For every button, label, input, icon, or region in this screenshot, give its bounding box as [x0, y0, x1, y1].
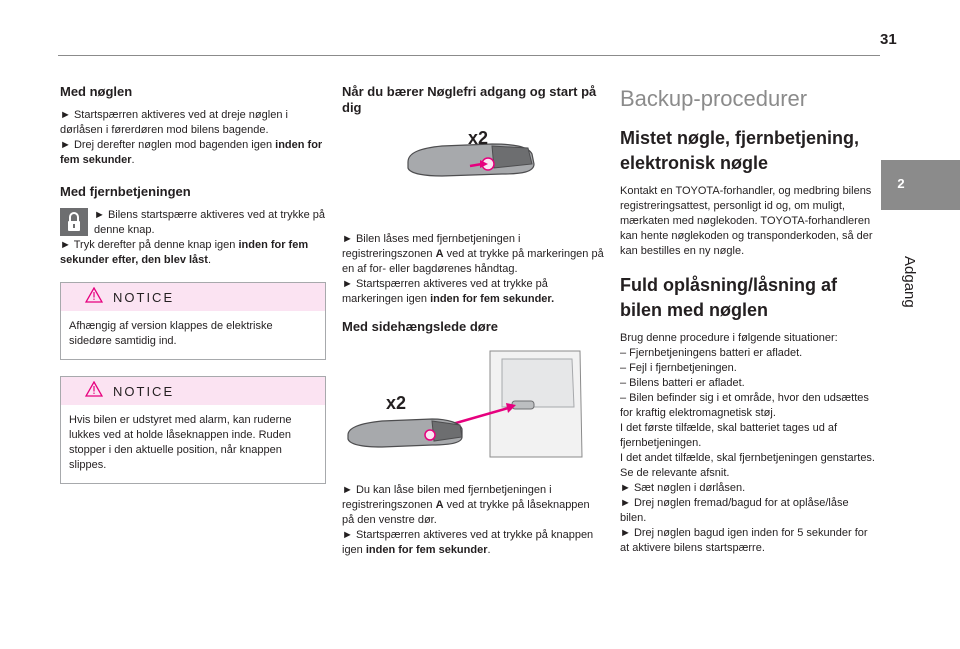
page-number: 31: [880, 31, 897, 48]
sliding-step-1: ► Du kan låse bilen med fjernbetjeningen i registreringszonen A ved at trykke på låseknappen på den venstre dør.: [342, 484, 590, 526]
notice-body: Afhængig af version klappes de elektriske sidedøre samtidig ind.: [69, 320, 273, 347]
press-count-label: x2: [468, 128, 489, 148]
key-step-1: ► Startspærren aktiveres ved at dreje nøglen i dørlåsen i førerdøren mod bilens bagende.: [60, 109, 288, 136]
heading-full-unlock: Fuld oplåsning/låsning af bilen med nøglen: [620, 275, 838, 320]
lock-key-icon: [60, 208, 88, 236]
notice-box-2: [60, 376, 326, 484]
section-title: Backup-procedurer: [620, 86, 808, 111]
keyless-illustration: [342, 124, 604, 192]
heading-sliding-doors: Med sidehængslede døre: [342, 319, 499, 334]
column-left: [60, 72, 326, 484]
full-line: ► Drej nøglen fremad/bagud for at oplåse/låse bilen.: [620, 497, 849, 524]
full-line: Brug denne procedure i følgende situationer:: [620, 332, 838, 344]
heading-with-key: Med nøglen: [60, 84, 133, 99]
chapter-number: 2: [897, 176, 905, 191]
notice-body: Hvis bilen er udstyret med alarm, kan ruderne lukkes ved at holde låseknappen inde. Ruden stopper i den aktuelle position, når knappen slippes.: [69, 414, 292, 471]
full-line: ► Sæt nøglen i dørlåsen.: [620, 482, 746, 494]
notice-box-1: [60, 282, 326, 360]
heading-with-remote: Med fjernbetjeningen: [60, 184, 191, 199]
press-count-label: x2: [386, 393, 407, 413]
remote-step-1: ► Bilens startspærre aktiveres ved at trykke på denne knap.: [94, 209, 325, 236]
column-right: [620, 72, 875, 556]
column-middle: [342, 72, 604, 558]
full-line: – Fejl i fjernbetjeningen.: [620, 362, 737, 374]
sliding-door-illustration: [342, 347, 604, 465]
heading-lost-key: Mistet nøgle, fjernbetjening, elektronisk nøgle: [620, 128, 860, 173]
notice-header: [61, 377, 325, 405]
full-line: – Fjernbetjeningens batteri er afladet.: [620, 347, 803, 359]
full-line: – Bilen befinder sig i et område, hvor den udsættes for kraftig elektromagnetisk støj.: [620, 392, 869, 419]
warning-triangle-icon: [85, 287, 103, 308]
top-rule: [58, 55, 880, 56]
key-step-2: ► Drej derefter nøglen mod bagenden igen inden for fem sekunder.: [60, 139, 323, 166]
remote-step-2: ► Tryk derefter på denne knap igen inden for fem sekunder efter, den blev låst.: [60, 239, 309, 266]
full-line: – Bilens batteri er afladet.: [620, 377, 745, 389]
keyless-step-1: ► Bilen låses med fjernbetjeningen i registreringszonen A ved at trykke på markeringen på en af for- eller bagdørenes håndtag.: [342, 233, 604, 275]
warning-triangle-icon: [85, 381, 103, 402]
full-line: I det første tilfælde, skal batteriet tages ud af fjernbetjeningen.: [620, 422, 838, 449]
heading-keyless: Når du bærer Nøglefri adgang og start på dig: [342, 84, 597, 115]
chapter-tab[interactable]: [881, 160, 960, 210]
full-line: ► Drej nøglen bagud igen inden for 5 sekunder for at aktivere bilens startspærre.: [620, 527, 868, 554]
notice-title: NOTICE: [113, 289, 175, 305]
sliding-step-2: ► Startspærren aktiveres ved at trykke på knappen igen inden for fem sekunder.: [342, 529, 594, 556]
lost-key-text: Kontakt en TOYOTA-forhandler, og medbring bilens registreringsattest, personligt id og, om muligt, mærkaten med nøglekoden. TOYOTA-forhandleren kan hente nøglekoden og transponderkoden, så der kan bestilles en ny nøgle.: [620, 185, 873, 257]
chapter-label: Adgang: [901, 256, 918, 308]
full-line: I det andet tilfælde, skal fjernbetjeningen genstartes.: [620, 452, 875, 464]
full-line: Se de relevante afsnit.: [620, 467, 730, 479]
notice-header: [61, 283, 325, 311]
remote-step-1-row: [60, 208, 326, 238]
keyless-step-2: ► Startspærren aktiveres ved at trykke på markeringen igen inden for fem sekunder.: [342, 278, 555, 305]
notice-title: NOTICE: [113, 383, 175, 399]
